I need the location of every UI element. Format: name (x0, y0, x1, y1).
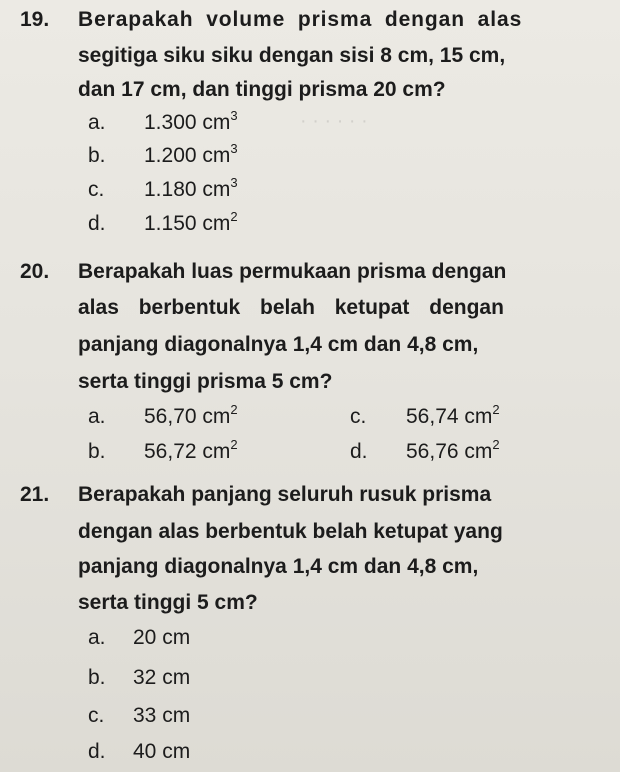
option-value: 40 cm (133, 740, 191, 763)
question-text-line: dan 17 cm, dan tinggi prisma 20 cm? (78, 78, 446, 101)
option-value: 56,70 cm (144, 405, 231, 428)
question-text-line: serta tinggi 5 cm? (78, 591, 258, 614)
option-exponent: 2 (230, 209, 238, 224)
option-label: d. (88, 740, 106, 763)
question-text-line: Berapakah luas permukaan prisma dengan (78, 260, 507, 283)
option-b[interactable] (88, 437, 238, 464)
question-text-line: alas berbentuk belah ketupat dengan (78, 296, 504, 319)
option-value: 33 cm (133, 704, 191, 727)
option-exponent: 2 (230, 437, 238, 452)
option-label: a. (88, 626, 106, 649)
option-value: 1.200 cm (144, 144, 231, 167)
option-label: b. (88, 666, 106, 689)
option-value: 20 cm (133, 626, 191, 649)
option-b[interactable] (88, 666, 190, 690)
option-d[interactable] (350, 437, 500, 464)
question-number: 19. (20, 8, 50, 31)
option-a[interactable] (88, 402, 238, 429)
question-number: 21. (20, 483, 50, 506)
option-a[interactable] (88, 108, 238, 135)
question-number: 20. (20, 260, 50, 283)
option-c[interactable] (88, 175, 238, 202)
option-exponent: 2 (492, 402, 500, 417)
option-label: b. (88, 440, 106, 463)
option-value: 1.300 cm (144, 111, 231, 134)
option-d[interactable] (88, 740, 190, 764)
option-a[interactable] (88, 626, 190, 650)
option-value: 56,76 cm (406, 440, 493, 463)
question-text-line: segitiga siku siku dengan sisi 8 cm, 15 cm, (78, 44, 506, 67)
option-label: c. (350, 405, 367, 428)
option-label: a. (88, 405, 106, 428)
option-c[interactable] (350, 402, 500, 429)
question-text-line: Berapakah panjang seluruh rusuk prisma (78, 483, 492, 506)
question-text-line: dengan alas berbentuk belah ketupat yang (78, 520, 503, 543)
option-c[interactable] (88, 704, 190, 728)
option-exponent: 3 (230, 175, 238, 190)
question-text-line: serta tinggi prisma 5 cm? (78, 370, 333, 393)
option-d[interactable] (88, 209, 238, 236)
option-value: 1.150 cm (144, 212, 231, 235)
option-b[interactable] (88, 141, 238, 168)
option-exponent: 2 (492, 437, 500, 452)
option-label: a. (88, 111, 106, 134)
question-text-line: Berapakah volume prisma dengan alas (78, 8, 523, 31)
option-label: c. (88, 704, 105, 727)
option-exponent: 2 (230, 402, 238, 417)
option-label: d. (350, 440, 368, 463)
question-text-line: panjang diagonalnya 1,4 cm dan 4,8 cm, (78, 333, 479, 356)
option-label: b. (88, 144, 106, 167)
option-value: 56,74 cm (406, 405, 493, 428)
option-value: 32 cm (133, 666, 191, 689)
option-exponent: 3 (230, 108, 238, 123)
show-through-text: · · · · · · (300, 110, 368, 132)
option-value: 56,72 cm (144, 440, 231, 463)
option-label: d. (88, 212, 106, 235)
option-value: 1.180 cm (144, 178, 231, 201)
option-exponent: 3 (230, 141, 238, 156)
question-text-line: panjang diagonalnya 1,4 cm dan 4,8 cm, (78, 555, 479, 578)
option-label: c. (88, 178, 105, 201)
